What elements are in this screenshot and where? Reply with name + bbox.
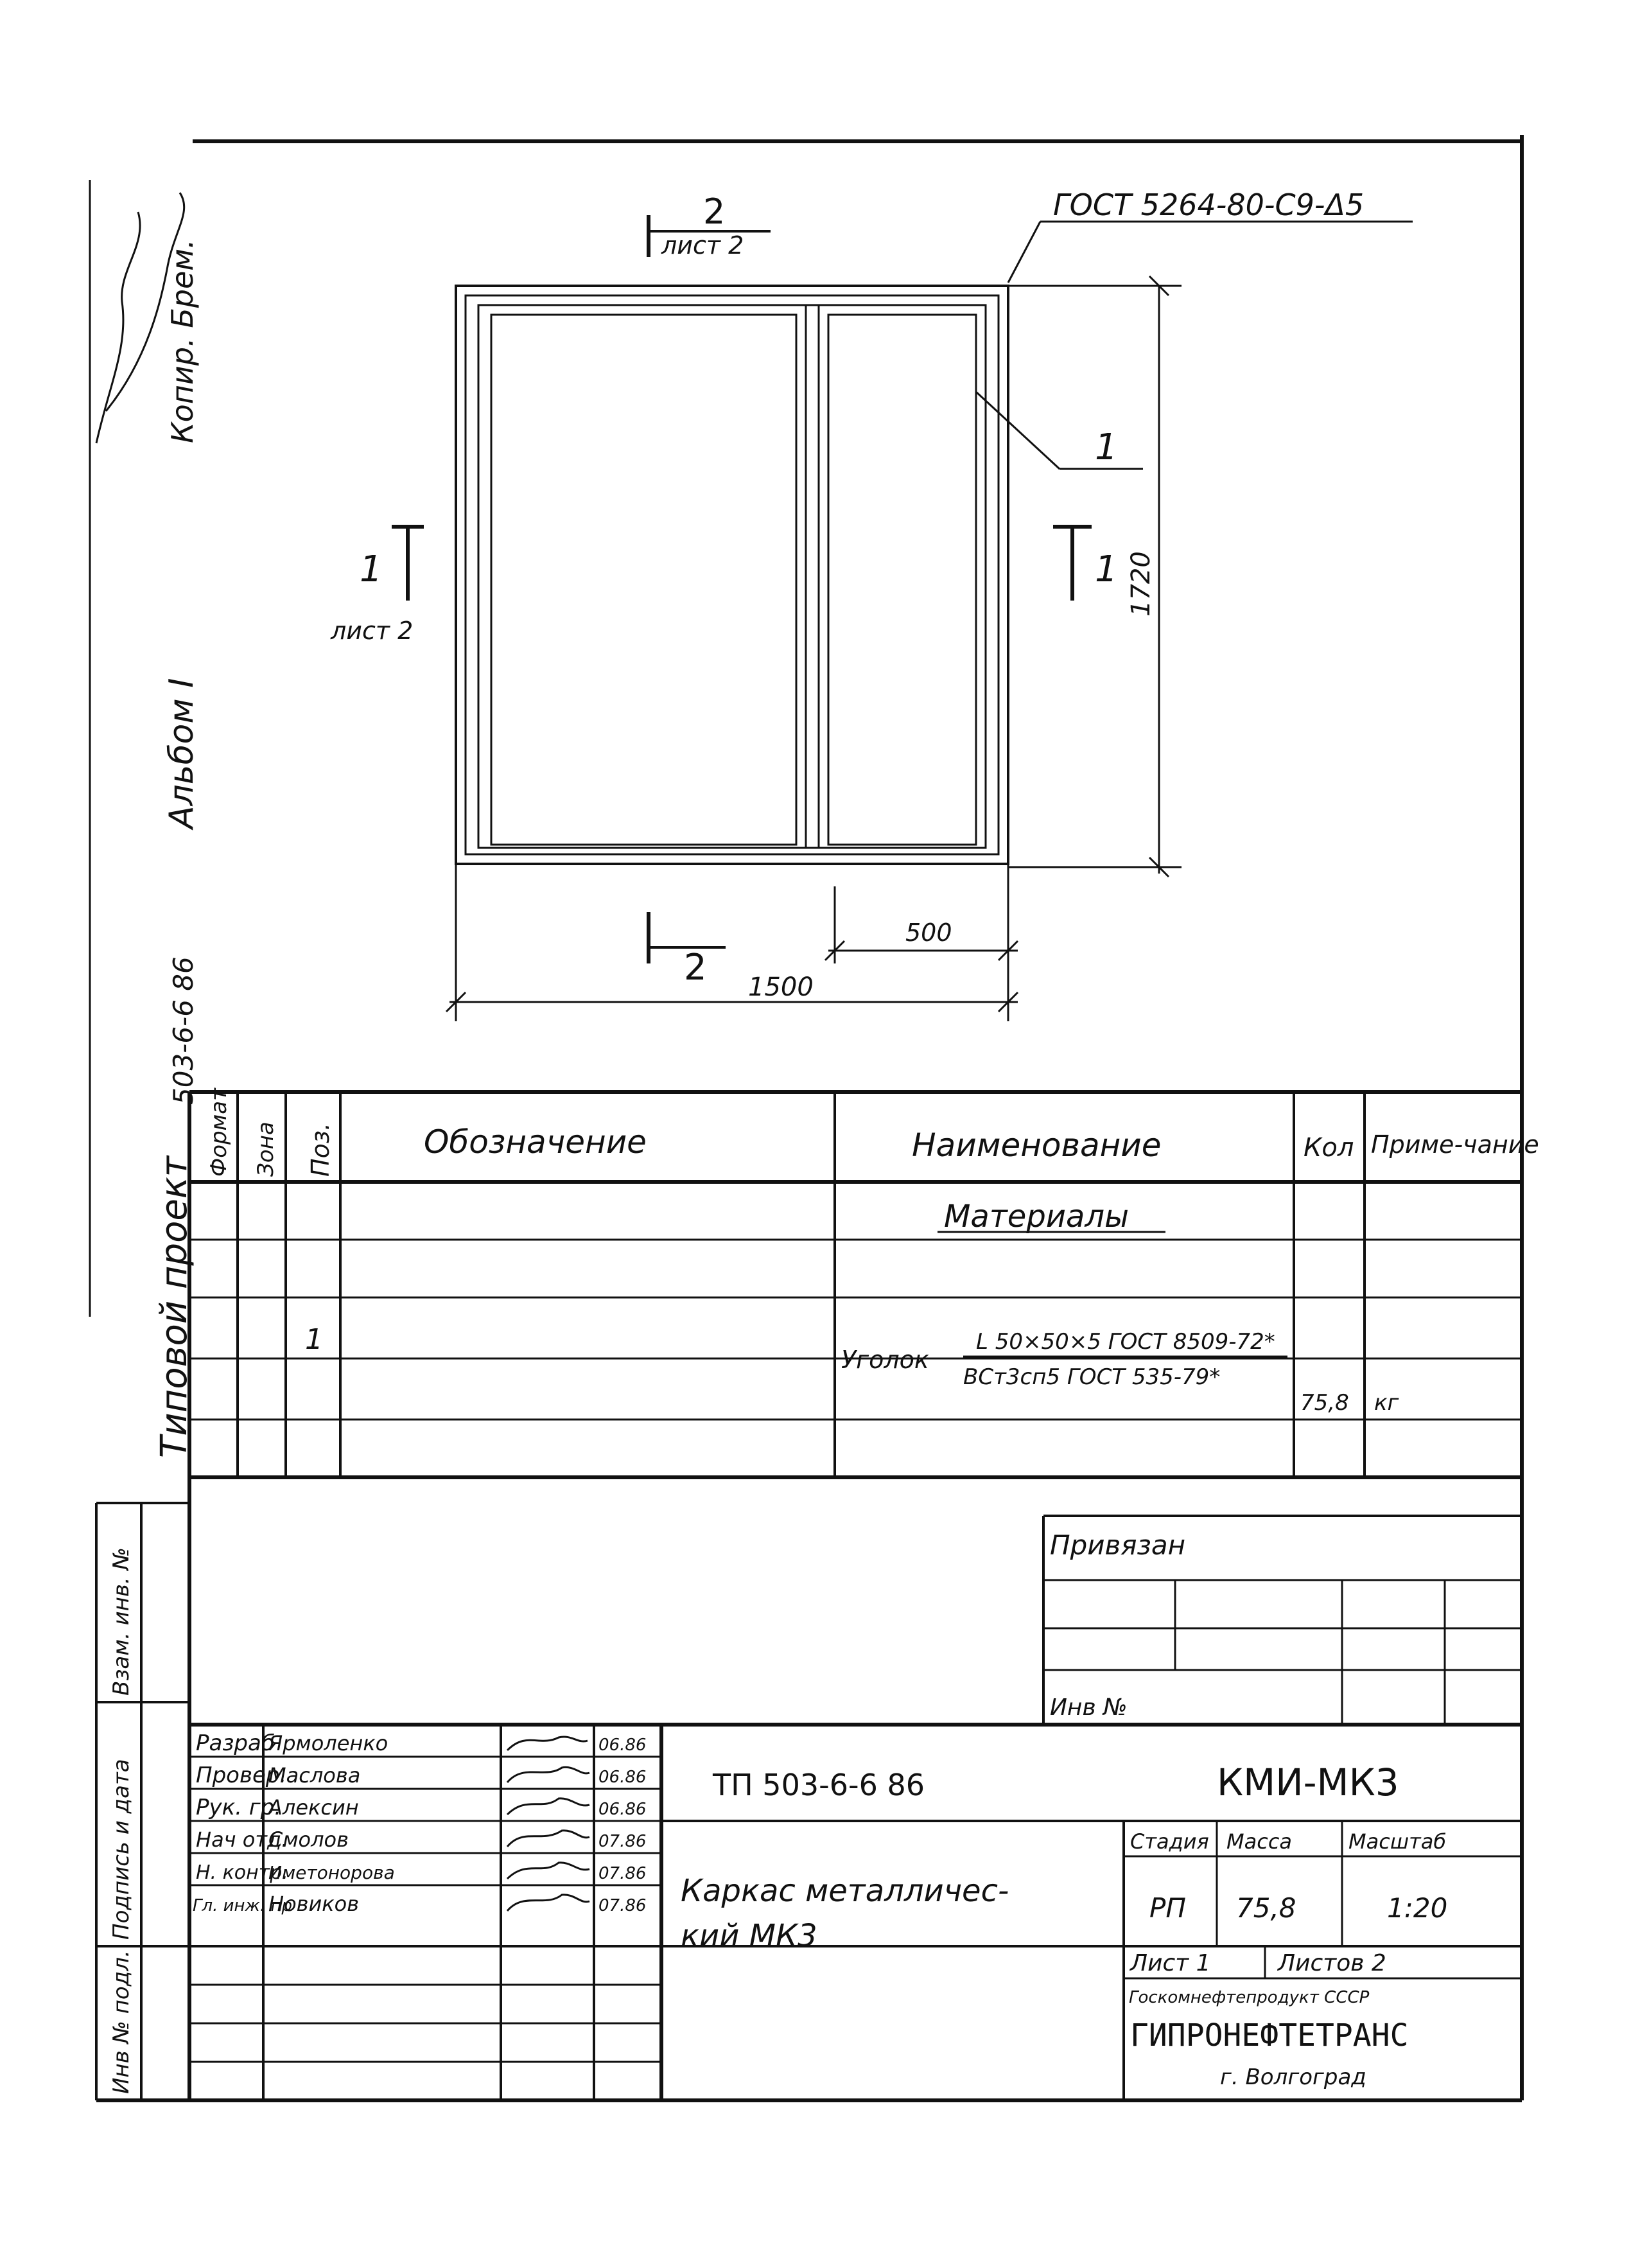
name-4: Иметонорова [268, 1862, 395, 1883]
width-dimension: 1500 [748, 972, 814, 1002]
sign-date-label: Подпись и дата [109, 1759, 134, 1940]
date-5: 07.86 [598, 1896, 647, 1915]
org-ministry: Госкомнефтепродукт СССР [1129, 1988, 1370, 2007]
header-format: Формат [206, 1088, 232, 1177]
left-margin [90, 180, 201, 1458]
margin-copy-label: Копир. Брем. [165, 239, 200, 443]
sheet-total: Листов 2 [1278, 1950, 1386, 1976]
doc-number: ТП 503-6-6 86 [713, 1768, 925, 1802]
scale-label: Масштаб [1348, 1829, 1447, 1854]
section2-top-sheet: лист 2 [661, 231, 744, 259]
frame-drawing [330, 188, 1413, 1021]
header-qty: Кол [1304, 1133, 1354, 1163]
title-block [189, 1725, 1522, 2100]
frame-outline [456, 286, 1008, 864]
spec-table [189, 1087, 1539, 1477]
row-unit: кг [1374, 1390, 1399, 1416]
title-line-2: кий МК3 [681, 1918, 817, 1954]
row-name-prefix: Уголок [841, 1346, 929, 1374]
date-4: 07.86 [598, 1864, 647, 1883]
binding-block [1043, 1516, 1522, 1725]
margin-typical-project: Типовой проект [153, 1156, 195, 1458]
name-3: Смолов [268, 1827, 349, 1852]
header-pos: Поз. [306, 1122, 335, 1177]
role-1: Провер. [196, 1763, 287, 1788]
height-dimension: 1720 [1126, 551, 1156, 617]
sheet-number: Лист 1 [1130, 1950, 1211, 1976]
inv-orig-label: Инв № подл. [109, 1950, 134, 2094]
role-4: Н. контр. [196, 1861, 288, 1884]
row-profile-top: L 50×50×5 ГОСТ 8509-72* [976, 1329, 1275, 1355]
date-3: 07.86 [598, 1832, 647, 1851]
name-2: Алексин [268, 1795, 359, 1820]
scale-value: 1:20 [1387, 1892, 1448, 1924]
role-5: Гл. инж. пр [193, 1896, 292, 1915]
vzam-inv-label: Взам. инв. № [109, 1547, 134, 1696]
role-0: Разраб [196, 1730, 275, 1756]
stage-value: РП [1149, 1892, 1186, 1924]
section2-bottom-number: 2 [684, 947, 707, 989]
stage-label: Стадия [1130, 1829, 1209, 1854]
margin-project-code: 503-6-6 86 [168, 956, 199, 1105]
section2-top-number: 2 [703, 191, 726, 232]
binding-inv: Инв № [1050, 1694, 1128, 1721]
row-profile-bottom: ВСт3сп5 ГОСТ 535-79* [963, 1364, 1221, 1390]
date-2: 06.86 [598, 1800, 647, 1819]
header-zone: Зона [253, 1121, 279, 1177]
header-designation: Обозначение [424, 1123, 647, 1161]
mass-value: 75,8 [1236, 1892, 1296, 1924]
header-name: Наименование [912, 1127, 1162, 1164]
role-3: Нач отд. [196, 1827, 288, 1852]
margin-album-label: Альбом I [162, 678, 201, 829]
mass-label: Масса [1226, 1829, 1293, 1854]
date-1: 06.86 [598, 1768, 647, 1787]
name-5: Новиков [268, 1892, 360, 1916]
header-note: Приме-чание [1371, 1130, 1539, 1159]
row-position: 1 [305, 1323, 323, 1356]
section1-left-sheet: лист 2 [331, 617, 414, 645]
date-0: 06.86 [598, 1736, 647, 1755]
section1-right-number: 1 [1095, 549, 1118, 590]
title-line-1: Каркас металличес- [681, 1873, 1009, 1909]
name-1: Маслова [268, 1763, 361, 1788]
role-2: Рук. гр. [196, 1795, 282, 1820]
doc-code: КМИ-МК3 [1217, 1761, 1399, 1804]
org-city: г. Волгоград [1220, 2064, 1366, 2090]
position-number: 1 [1095, 426, 1118, 468]
org-name: ГИПРОНЕФТЕТРАНС [1130, 2017, 1409, 2053]
row-quantity: 75,8 [1300, 1390, 1349, 1416]
section1-left-number: 1 [360, 549, 383, 590]
section-title: Материалы [944, 1199, 1129, 1235]
binding-title: Привязан [1050, 1529, 1186, 1561]
panel-dimension: 500 [905, 919, 952, 947]
weld-callout: ГОСТ 5264-80-С9-Δ5 [1053, 188, 1365, 222]
name-0: Ярмоленко [268, 1731, 388, 1755]
